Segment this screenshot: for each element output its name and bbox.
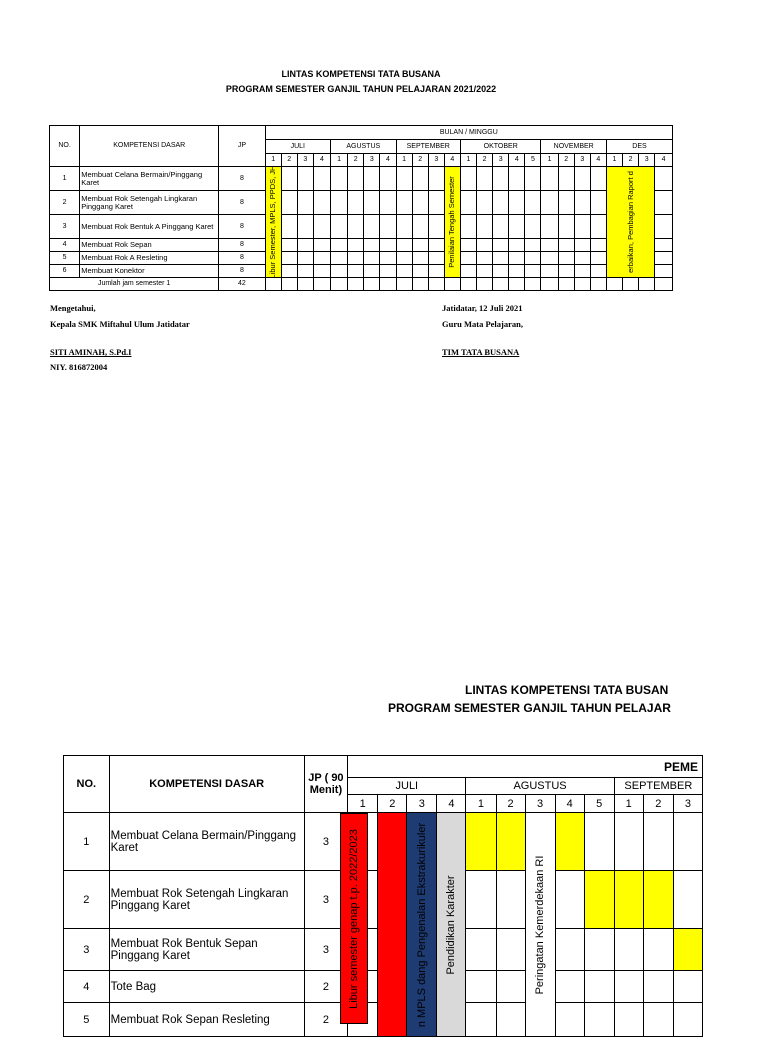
row-jp: 3 — [304, 813, 348, 871]
doc2-month-agustus: AGUSTUS — [466, 778, 614, 795]
row-no: 2 — [50, 191, 80, 215]
row-kd: Membuat Rok Setengah Lingkaran Pinggang Karet — [109, 871, 304, 929]
doc1-month-september: SEPTEMBER — [396, 140, 460, 154]
row-kd: Membuat Rok Bentuk Sepan Pinggang Karet — [109, 929, 304, 971]
row-no: 6 — [50, 265, 80, 278]
highlight-cell — [466, 813, 496, 871]
table-row — [50, 265, 673, 278]
doc2-week: 5 — [584, 795, 614, 813]
sign-right-name: TIM TATA BUSANA — [442, 347, 520, 357]
doc1-week: 2 — [477, 154, 493, 167]
table-row — [50, 215, 673, 239]
row-no: 1 — [50, 167, 80, 191]
row-kd: Membuat Rok Sepan — [80, 239, 219, 252]
row-no: 1 — [64, 813, 110, 871]
doc1-month-des: DES — [606, 140, 672, 154]
row-kd: Membuat Rok Sepan Resleting — [109, 1003, 304, 1037]
row-kd: Membuat Celana Bermain/Pinggang Karet — [80, 167, 219, 191]
highlight-cell — [584, 871, 614, 929]
doc2-vertical-navy: n MPLS dang Pengenalan Ekstrakurikuler — [415, 822, 428, 1027]
row-kd: Membuat Konektor — [80, 265, 219, 278]
doc1-week: 1 — [606, 154, 622, 167]
juli-week1-highlight — [265, 167, 281, 278]
doc1-week: 2 — [281, 154, 297, 167]
doc2-lintas-table — [63, 755, 703, 1037]
table-row — [50, 167, 673, 191]
doc1-week: 3 — [493, 154, 509, 167]
doc1-week: 2 — [623, 154, 639, 167]
doc1-month-november: NOVEMBER — [541, 140, 606, 154]
sign-right-line2: Guru Mata Pelajaran, — [442, 319, 523, 329]
table-row — [50, 252, 673, 265]
doc1-month-agustus: AGUSTUS — [331, 140, 396, 154]
doc1-week: 4 — [313, 154, 330, 167]
doc2-week: 3 — [525, 795, 555, 813]
row-jp: 3 — [304, 871, 348, 929]
doc1-header-bulan: BULAN / MINGGU — [265, 126, 672, 140]
doc1-week: 4 — [444, 154, 460, 167]
doc1-week: 4 — [509, 154, 525, 167]
row-jp: 8 — [219, 252, 265, 265]
doc1-week: 4 — [655, 154, 673, 167]
doc2-week: 4 — [555, 795, 584, 813]
juli-week2-red-block — [378, 813, 407, 1037]
doc1-month-oktober: OKTOBER — [460, 140, 541, 154]
row-no: 3 — [50, 215, 80, 239]
highlight-cell — [555, 813, 584, 871]
doc1-vertical-libur: Libur Semester, MPLS, PPDS, JH — [268, 165, 278, 279]
doc1-header-jp: JP — [219, 126, 265, 167]
sign-right-line1: Jatidatar, 12 Juli 2021 — [442, 303, 523, 313]
juli-red-block-overlay — [340, 813, 368, 1024]
doc2-week: 1 — [348, 795, 378, 813]
row-kd: Tote Bag — [109, 971, 304, 1003]
doc2-week: 2 — [643, 795, 673, 813]
doc1-week: 3 — [364, 154, 380, 167]
doc2-week: 3 — [407, 795, 437, 813]
doc1-week: 1 — [265, 154, 281, 167]
sign-left-id: NIY. 816872004 — [50, 362, 108, 372]
doc2-header-top: PEME — [348, 756, 703, 778]
doc2-vertical-grey: Pendidikan Karakter — [445, 874, 458, 975]
highlight-cell — [643, 871, 673, 929]
table-row — [64, 813, 703, 871]
doc1-week: 1 — [541, 154, 558, 167]
doc1-week: 5 — [525, 154, 541, 167]
row-kd: Membuat Rok A Resleting — [80, 252, 219, 265]
row-jp: 8 — [219, 215, 265, 239]
doc2-header-jp: JP ( 90 Menit) — [304, 756, 348, 813]
doc1-week: 3 — [297, 154, 313, 167]
doc2-title-line2-wrap — [0, 701, 681, 719]
sign-left-line1: Mengetahui, — [50, 303, 96, 313]
doc1-week: 2 — [412, 154, 428, 167]
row-kd: Membuat Celana Bermain/Pinggang Karet — [109, 813, 304, 871]
doc1-week: 1 — [460, 154, 476, 167]
doc2-week: 3 — [673, 795, 702, 813]
doc1-week: 4 — [590, 154, 606, 167]
des-highlight — [606, 167, 654, 278]
doc1-week: 3 — [428, 154, 444, 167]
doc1-week: 2 — [348, 154, 364, 167]
doc1-lintas-table — [49, 125, 673, 291]
doc2-vertical-red: Libur semester genap t.p. 2022/2023 — [348, 828, 360, 1009]
row-jp: 8 — [219, 191, 265, 215]
row-kd: Membuat Rok Bentuk A Pinggang Karet — [80, 215, 219, 239]
doc2-month-september: SEPTEMBER — [614, 778, 702, 795]
row-no: 2 — [64, 871, 110, 929]
row-no: 5 — [64, 1003, 110, 1037]
doc1-title-line2: PROGRAM SEMESTER GANJIL TAHUN PELAJARAN 2021/2022 — [225, 84, 497, 94]
row-kd: Membuat Rok Setengah Lingkaran Pinggang Karet — [80, 191, 219, 215]
total-value: 42 — [219, 278, 265, 291]
table-row — [50, 191, 673, 215]
doc1-header-kd: KOMPETENSI DASAR — [80, 126, 219, 167]
juli-week3-navy-block — [407, 813, 437, 1037]
doc1-week: 1 — [331, 154, 348, 167]
juli-week4-grey-block — [437, 813, 466, 1037]
row-jp: 2 — [304, 1003, 348, 1037]
highlight-cell — [496, 813, 525, 871]
doc2-week: 1 — [466, 795, 496, 813]
doc2-week: 2 — [496, 795, 525, 813]
total-row — [50, 278, 673, 291]
doc1-header-no: NO. — [50, 126, 80, 167]
row-jp: 8 — [219, 239, 265, 252]
doc2-week: 4 — [437, 795, 466, 813]
doc1-week: 3 — [574, 154, 590, 167]
doc1-week: 1 — [396, 154, 412, 167]
row-jp: 8 — [219, 167, 265, 191]
sign-left-name: SITI AMINAH, S.Pd.I — [50, 347, 132, 357]
doc1-week: 2 — [558, 154, 574, 167]
doc2-title-line2: PROGRAM SEMESTER GANJIL TAHUN PELAJAR — [388, 701, 671, 715]
row-no: 5 — [50, 252, 80, 265]
row-no: 3 — [64, 929, 110, 971]
doc1-month-juli: JULI — [265, 140, 330, 154]
doc2-vertical-agustus: Peringatan Kemerdekaan RI — [534, 855, 547, 994]
row-jp: 8 — [219, 265, 265, 278]
doc2-header-kd: KOMPETENSI DASAR — [109, 756, 304, 813]
doc1-week: 3 — [639, 154, 655, 167]
doc1-title-line1: LINTAS KOMPETENSI TATA BUSANA — [281, 69, 441, 79]
row-no: 4 — [50, 239, 80, 252]
highlight-cell — [673, 929, 702, 971]
doc1-week: 4 — [380, 154, 396, 167]
doc1-vertical-raport: erbaikan, Pembagian Raport d — [625, 171, 635, 273]
doc2-month-juli: JULI — [348, 778, 466, 795]
row-no: 4 — [64, 971, 110, 1003]
doc2-title-line1-wrap — [0, 683, 681, 701]
highlight-cell — [614, 871, 643, 929]
doc2-header-no: NO. — [64, 756, 110, 813]
doc2-week: 1 — [614, 795, 643, 813]
agustus-week3-event — [525, 813, 555, 1037]
doc1-vertical-pts: Penilaian Tengah Semester — [447, 176, 457, 268]
row-jp: 2 — [304, 971, 348, 1003]
doc2-title-line1: LINTAS KOMPETENSI TATA BUSAN — [465, 683, 669, 697]
row-jp: 3 — [304, 929, 348, 971]
sign-left-line2: Kepala SMK Miftahul Ulum Jatidatar — [50, 319, 190, 329]
total-label: Jumlah jam semester 1 — [50, 278, 219, 291]
doc2-week: 2 — [378, 795, 407, 813]
table-row — [50, 239, 673, 252]
september-week4-highlight — [444, 167, 460, 278]
doc2-table-clip — [0, 740, 698, 1027]
